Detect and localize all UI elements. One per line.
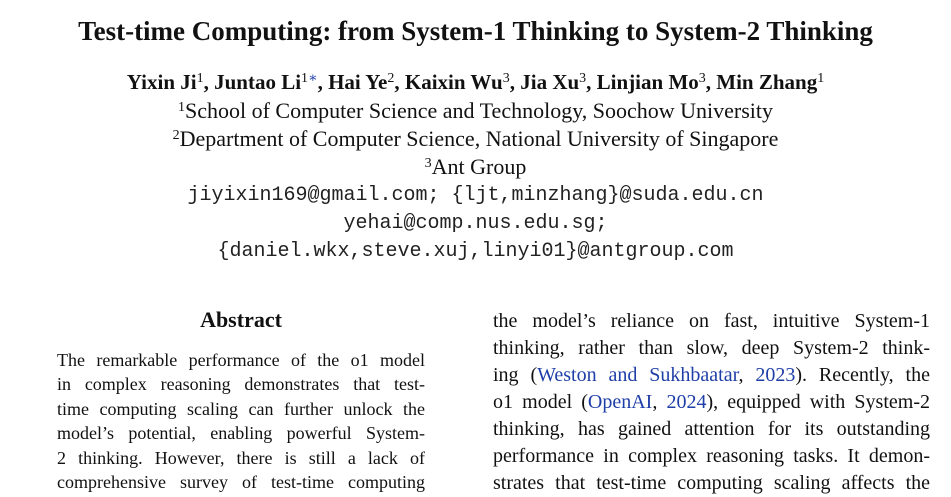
- body-text: ,: [738, 364, 756, 386]
- affiliation-mark: 2: [172, 128, 180, 143]
- author-affiliation-mark: 1: [301, 71, 309, 86]
- abstract-line: time computing scaling can further unlock the: [57, 398, 425, 419]
- abstract-line: 2 thinking. However, there is still a lack of: [57, 447, 425, 468]
- body-text: ,: [652, 391, 667, 413]
- citation-year-link[interactable]: 2024: [666, 391, 707, 413]
- author-affiliation-mark: 2: [387, 71, 395, 86]
- author-separator: ,: [586, 70, 597, 94]
- affiliation-mark: 3: [424, 156, 432, 171]
- introduction-text: [493, 308, 930, 497]
- author-affiliation-mark: 3: [579, 71, 587, 86]
- email-line-2: yehai@comp.nus.edu.sg;: [343, 212, 608, 235]
- author-name: Yixin Ji: [126, 70, 197, 94]
- email-line-1: jiyixin169@gmail.com; {ljt,minzhang}@suda.edu.cn: [187, 184, 764, 207]
- affiliation-mark: 1: [177, 100, 185, 115]
- affiliation-text: Department of Computer Science, National University of Singapore: [179, 126, 779, 151]
- affiliation-text: School of Computer Science and Technology, Soochow University: [184, 98, 774, 123]
- author-name: Min Zhang: [716, 70, 818, 94]
- body-text: ), equipped with System-2: [706, 391, 930, 413]
- abstract-heading: Abstract: [200, 307, 282, 332]
- citation-link[interactable]: Weston and Sukhbaatar: [537, 364, 739, 386]
- abstract-line: comprehensive survey of test-time computing: [57, 472, 425, 493]
- affiliation-text: Ant Group: [431, 154, 527, 179]
- author-separator: ,: [317, 70, 329, 94]
- body-text: o1 model (: [493, 391, 588, 413]
- author-affiliation-mark: 1: [196, 71, 204, 86]
- affiliation-1: [0, 97, 951, 125]
- citation-link[interactable]: OpenAI: [587, 391, 653, 413]
- author-name: Linjian Mo: [596, 70, 699, 94]
- abstract-body: [57, 348, 425, 494]
- author-name: Juntao Li: [214, 70, 302, 94]
- affiliation-2: [0, 125, 951, 153]
- author-name: Hai Ye: [328, 70, 388, 94]
- author-separator: ,: [394, 70, 405, 94]
- email-line-3: {daniel.wkx,steve.xuj,linyi01}@antgroup.com: [217, 240, 734, 263]
- author-separator: ,: [203, 70, 215, 94]
- author-name: Kaixin Wu: [404, 70, 503, 94]
- author-list: [0, 68, 951, 96]
- abstract-line: model’s potential, enabling powerful System-: [57, 423, 425, 444]
- body-line: the model’s reliance on fast, intuitive System-1: [493, 310, 930, 332]
- affiliation-3: [0, 153, 951, 181]
- author-affiliation-mark: 1: [817, 71, 825, 86]
- abstract-line: The remarkable performance of the o1 model: [57, 350, 425, 370]
- body-line: strates that test-time computing scaling affects the: [493, 472, 930, 494]
- body-line: [493, 389, 930, 416]
- body-line: thinking, rather than slow, deep System-2 think-: [493, 337, 930, 359]
- author-affiliation-mark: 3: [502, 71, 510, 86]
- author-name: Jia Xu: [520, 70, 580, 94]
- body-line: [493, 362, 930, 389]
- corresponding-author-mark[interactable]: ∗: [308, 71, 318, 86]
- body-line: thinking, has gained attention for its outstanding: [493, 418, 930, 440]
- citation-year-link[interactable]: 2023: [755, 364, 796, 386]
- body-text: ). Recently, the: [795, 364, 930, 386]
- author-separator: ,: [705, 70, 717, 94]
- author-affiliation-mark: 3: [698, 71, 706, 86]
- body-text: ing (: [493, 364, 538, 386]
- body-line: performance in complex reasoning tasks. It demon-: [493, 445, 930, 467]
- author-separator: ,: [509, 70, 521, 94]
- paper-title: Test-time Computing: from System-1 Thinking to System-2 Thinking: [78, 16, 873, 46]
- abstract-line: in complex reasoning demonstrates that test-: [57, 374, 425, 395]
